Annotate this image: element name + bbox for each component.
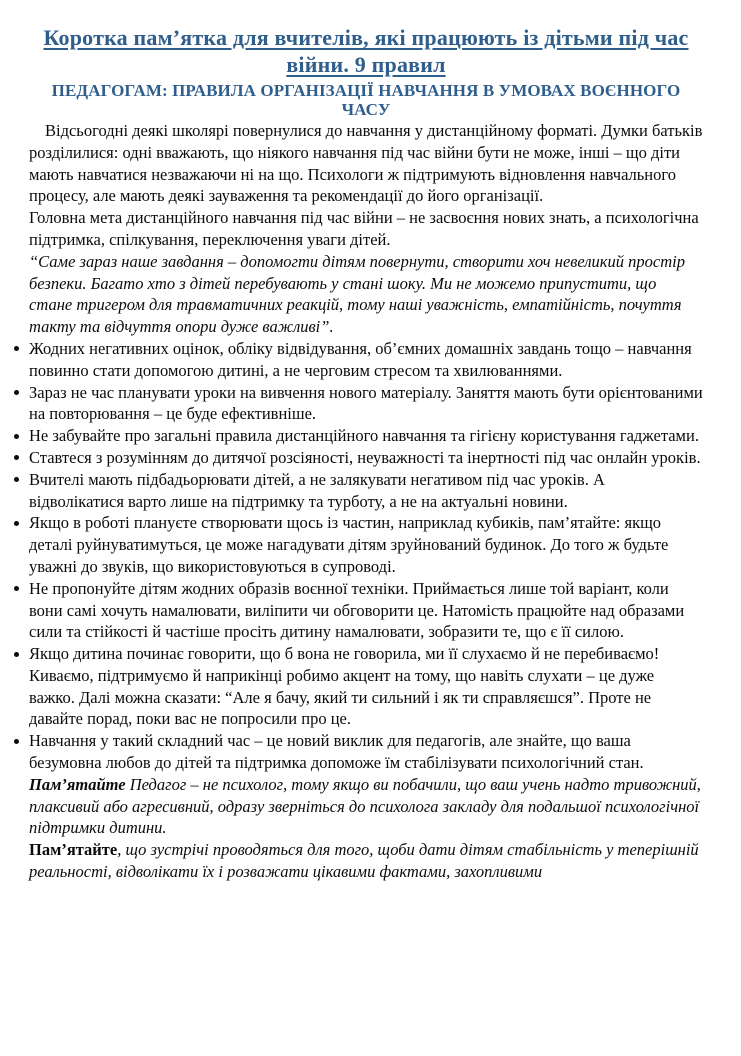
rule-text: Не пропонуйте дітям жодних образів воєнної техніки. Приймається лише той варіант, коли вони самі хочуть намалювати, виліпити чи обговорити це. Натомість працюйте над образами сили та стійкості й частіше просіть дитину намалювати, зобразити те, що є її силою. [29,578,685,642]
rule-text: Жодних негативних оцінок, обліку відвідування, об’ємних домашніх завдань тощо – навчання повинно стати допомогою дитині, а не черговим стресом та хвилюваннями. [29,338,692,380]
rule-text: Не забувайте про загальні правила дистанційного навчання та гігієну користування гаджетами. [29,426,699,446]
rule-item [29,643,703,730]
rules-list [29,338,703,774]
rule-item [29,338,703,382]
intro-paragraph: Відсьогодні деякі школярі повернулися до навчання у дистанційному форматі. Думки батьків розділилися: одні вважають, що ніякого навчання під час війни бути не може, інші – що діти мають навчатися незважаючи ні на що. Психологи ж підтримують відновлення навчального процесу, але мають деякі зауваження та рекомендації до його організації. [29,120,703,206]
rule-item [29,469,703,513]
document-body [29,120,703,883]
bullet-icon [14,739,19,744]
page-subtitle: ПЕДАГОГАМ: ПРАВИЛА ОРГАНІЗАЦІЇ НАВЧАННЯ В УМОВАХ ВОЄННОГО ЧАСУ [51,80,681,120]
rule-text: Навчання у такий складний час – це новий виклик для педагогів, але знайте, що ваша безумовна любов до дітей та підтримка допоможе їм стабілізувати психологічний стан. [29,731,644,773]
bullet-icon [14,346,19,351]
page-title: Коротка пам’ятка для вчителів, які працюють із дітьми під час війни. 9 правил [43,25,689,78]
intro-paragraph: Головна мета дистанційного навчання під час війни – не засвоєння нових знать, а психологічна підтримка, спілкування, переключення уваги дітей. [29,208,699,249]
rule-item [29,447,703,469]
rule-item [29,425,703,447]
rule-text: Якщо дитина починає говорити, що б вона не говорила, ми її слухаємо й не перебиваємо! Киваємо, підтримуємо й наприкінці робимо акцент на тому, що навіть слухати – це дуже важко. Далі можна сказати: “Але я бачу, який ти сильний і як ти справляєшся”. Проте не давайте порад, поки вас не попросили про це. [29,644,660,729]
rule-item [29,512,703,577]
bullet-icon [14,455,19,460]
reminder-text: , що зустрічі проводяться для того, щоби дати дітям стабільність у теперішній реальності, відволікати їх і розважати цікавими фактами, захопливими [29,840,699,882]
bullet-icon [14,586,19,591]
rule-text: Зараз не час планувати уроки на вивчення нового матеріалу. Заняття мають бути орієнтованими на повторювання – це буде ефективніше. [29,382,703,424]
bullet-icon [14,652,19,657]
rule-text: Вчителі мають підбадьорювати дітей, а не залякувати негативом під час уроків. А відволікатися варто лише на підтримку та турботу, а не на актуальні новини. [29,469,605,511]
reminder-text: Педагог – не психолог, тому якщо ви побачили, що ваш учень надто тривожний, плаксивий або агресивний, одразу зверніться до психолога закладу для подальшої психологічної підтримки дитини. [29,774,701,838]
reminder-paragraph [29,774,703,839]
reminder-lead: Пам’ятайте [29,840,118,860]
reminder-paragraph [29,839,703,883]
rule-item [29,578,703,643]
rule-text: Якщо в роботі плануєте створювати щось із частин, наприклад кубиків, пам’ятайте: якщо деталі руйнуватимуться, це може нагадувати дітям зруйнований будинок. До того ж будьте уважні до звуків, що використовуються в супроводі. [29,513,669,576]
rule-item [29,382,703,426]
bullet-icon [14,521,19,526]
psychologist-quote: “Саме зараз наше завдання – допомогти дітям повернути, створити хоч невеликий простір безпеки. Багато хто з дітей перебувають у стані шоку. Ми не можемо припустити, що стане тригером для травматичних реакцій, тому наші уважність, емпатійність, почуття такту та відчуття опори дуже важливі”. [29,251,685,337]
bullet-icon [14,477,19,482]
rule-text: Ставтеся з розумінням до дитячої розсіяності, неуважності та інертності під час онлайн уроків. [29,447,701,467]
bullet-icon [14,390,19,395]
rule-item [29,730,703,774]
reminder-lead: Пам’ятайте [29,774,126,794]
bullet-icon [14,434,19,439]
